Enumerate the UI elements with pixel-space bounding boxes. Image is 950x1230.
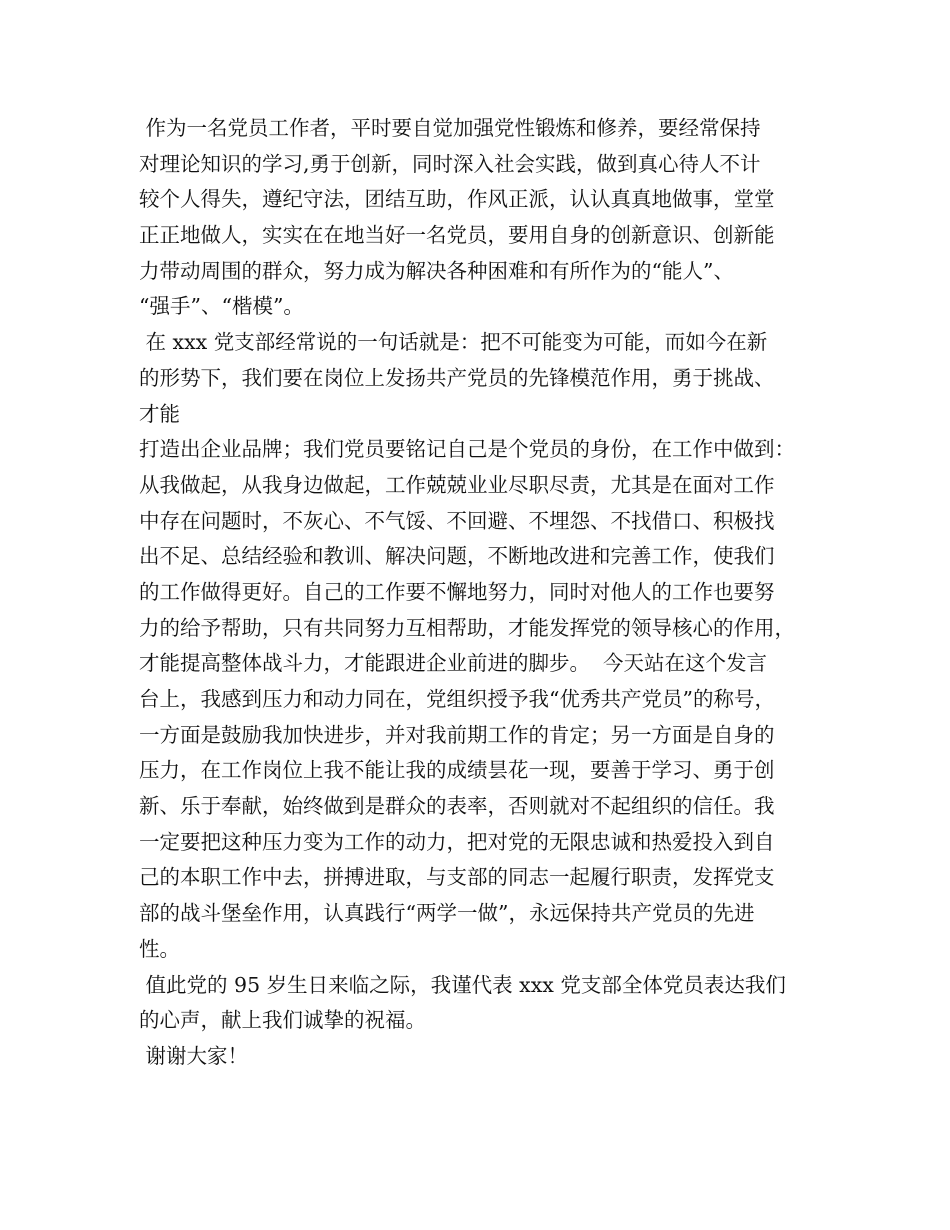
text-line: 己的本职工作中去，拼搏进取，与支部的同志一起履行职责，发挥党支 — [139, 865, 775, 890]
text-line: 新、乐于奉献，始终做到是群众的表率，否则就对不起组织的信任。我 — [139, 794, 775, 819]
text-line: 正正地做人，实实在在地当好一名党员，要用自身的创新意识、创新能 — [139, 223, 775, 248]
text-line: 作为一名党员工作者，平时要自觉加强党性锻炼和修养，要经常保持 — [139, 116, 761, 140]
text-line: 才能提高整体战斗力，才能跟进企业前进的脚步。 今天站在这个发言 — [139, 651, 768, 676]
text-line: 性。 — [139, 936, 180, 961]
text-line: 的工作做得更好。自己的工作要不懈地努力，同时对他人的工作也要努 — [139, 579, 775, 604]
text-line: 台上，我感到压力和动力同在，党组织授予我“优秀共产党员”的称号， — [139, 687, 775, 711]
text-line: 的形势下，我们要在岗位上发扬共产党员的先锋模范作用，勇于挑战、 — [139, 365, 775, 390]
text-line: 一方面是鼓励我加快进步，并对我前期工作的肯定；另一方面是自身的 — [139, 722, 775, 747]
text-line: 压力，在工作岗位上我不能让我的成绩昙花一现，要善于学习、勇于创 — [139, 758, 775, 783]
text-line: 值此党的 95 岁生日来临之际，我谨代表 xxx 党支部全体党员表达我们 — [139, 972, 786, 997]
text-line: 一定要把这种压力变为工作的动力，把对党的无限忠诚和热爱投入到自 — [139, 829, 775, 854]
text-line: 较个人得失，遵纪守法，团结互助，作风正派，认认真真地做事，堂堂 — [139, 187, 775, 212]
text-line: 对理论知识的学习,勇于创新，同时深入社会实践，做到真心待人不计 — [139, 151, 761, 176]
text-line: 才能 — [139, 401, 180, 426]
text-line: 力带动周围的群众，努力成为解决各种困难和有所作为的“能人”、 — [139, 258, 734, 283]
text-line: 部的战斗堡垒作用，认真践行“两学一做”，永远保持共产党员的先进 — [139, 901, 755, 926]
text-line: 谢谢大家！ — [139, 1043, 249, 1068]
text-line: 出不足、总结经验和教训、解决问题，不断地改进和完善工作，使我们 — [139, 544, 775, 569]
text-line: 打造出企业品牌；我们党员要铭记自己是个党员的身份，在工作中做到： — [139, 437, 795, 462]
text-line: “强手”、“楷模”。 — [139, 294, 304, 319]
text-line: 的心声，献上我们诚挚的祝福。 — [139, 1008, 426, 1033]
text-line: 从我做起，从我身边做起，工作兢兢业业尽职尽责，尤其是在面对工作 — [139, 472, 775, 497]
document-body — [139, 111, 829, 1075]
text-line: 中存在问题时，不灰心、不气馁、不回避、不埋怨、不找借口、积极找 — [139, 508, 775, 533]
text-line: 力的给予帮助，只有共同努力互相帮助，才能发挥党的领导核心的作用， — [139, 615, 795, 640]
text-line: 在 xxx 党支部经常说的一句话就是：把不可能变为可能，而如今在新 — [139, 330, 768, 355]
